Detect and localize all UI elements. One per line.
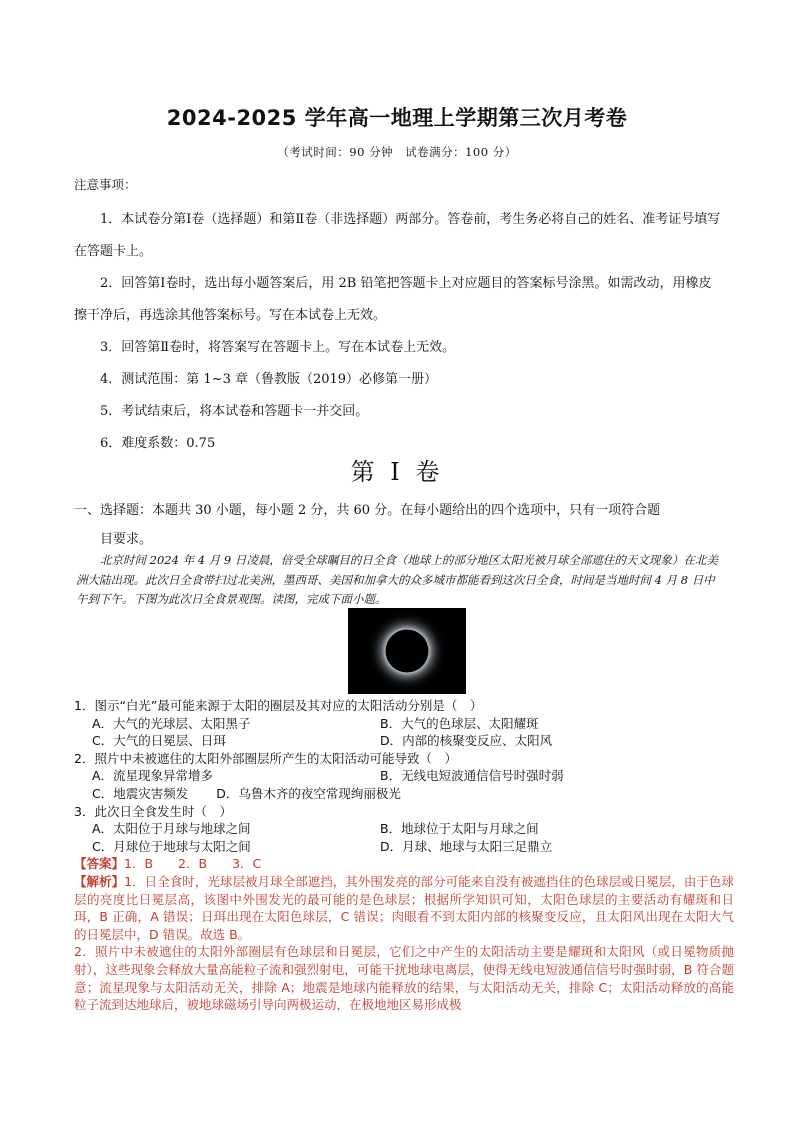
reading-passage: 北京时间 2024 年 4 月 9 日凌晨，倍受全球瞩目的日全食（地球上的部分地区太阳光被月球全部遮住的天文现象）在北美洲大陆出现。此次日全食带扫过北美洲，墨西哥、美国和加拿大的众多城市都能看到这次日全食，时间是当地时间 4 月 8 日中午到下午。下图为此次日全食景观图。读图，完成下面小题。 [76, 553, 718, 606]
answer-label: 【答案】 [74, 856, 125, 872]
choice-section-heading [74, 496, 726, 554]
note-item: 1．本试卷分第Ⅰ卷（选择题）和第Ⅱ卷（非选择题）两部分。答卷前，考生务必将自己的姓名、准考证号填写在答题卡上。 [74, 212, 721, 259]
question-2 [74, 750, 734, 803]
analysis-text: 1．日全食时，光球层被月球全部遮挡，其外围发亮的部分可能来自没有被遮挡住的色球层或日冕层，由于色球层的亮度比日冕层高，该图中外围发光的最可能的是色球层；根据所学知识可知，太阳色球层的主要活动有耀斑和日珥，B 正确，A 错误；日珥出现在太阳色球层，C 错误；肉眼看不到太阳内部的核聚变反应，且太阳风出现在太阳大气的日冕层中，D 错误。故选 B。 [74, 873, 734, 942]
exam-subtitle: （考试时间：90 分钟 试卷满分：100 分） [277, 145, 517, 159]
analysis-paragraph [74, 873, 734, 943]
option-d: D．内部的核聚变反应、太阳风 [380, 733, 553, 749]
question-1 [74, 697, 734, 750]
option-a: A．太阳位于月球与地球之间 [92, 821, 251, 837]
option-row [74, 732, 734, 750]
question-stem: 3．此次日全食发生时（ ） [74, 803, 232, 819]
question-group [74, 697, 734, 1014]
option-d: D．月球、地球与太阳三足鼎立 [380, 838, 553, 854]
option-c: C．地震灾害频发 [92, 785, 189, 801]
solar-eclipse-photo [348, 608, 466, 694]
question-3 [74, 803, 734, 856]
option-b: B．无线电短波通信信号时强时弱 [380, 768, 564, 784]
option-a: A．大气的光球层、太阳黑子 [92, 715, 251, 731]
exam-title: 2024-2025 学年高一地理上学期第三次月考卷 [166, 106, 628, 130]
question-stem: 2．照片中未被遮住的太阳外部圈层所产生的太阳活动可能导致（ ） [74, 750, 457, 766]
analysis-paragraph: 2．照片中未被遮住的太阳外部圈层有色球层和日冕层，它们之中产生的太阳活动主要是耀斑和太阳风（或日冕物质抛射），这些现象会释放大量高能粒子流和强烈射电，可能干扰地球电离层，使得无线电短波通信信号时强时弱，B 符合题意；流星现象与太阳活动无关，排除 A；地震是地球内能释放的结果，与太阳活动无关，排除 C；太阳活动释放的高能粒子流到达地球后，被地球磁场引导向两极运动，在极地地区易形成极 [74, 944, 734, 1013]
option-row [74, 820, 734, 838]
option-b: B．大气的色球层、太阳耀斑 [380, 715, 539, 731]
eclipse-image [348, 608, 466, 694]
note-item: 3．回答第Ⅱ卷时，将答案写在答题卡上。写在本试卷上无效。 [100, 340, 456, 355]
option-c: C．月球位于地球与太阳之间 [92, 838, 251, 854]
option-d: D．乌鲁木齐的夜空常现绚丽极光 [216, 785, 401, 801]
question-stem: 1．图示“白光”最可能来源于太阳的圈层及其对应的太阳活动分别是（ ） [74, 698, 483, 713]
note-item: 4．测试范围：第 1~3 章（鲁教版（2019）必修第一册） [100, 372, 438, 387]
analysis-label: 【解析】 [74, 873, 125, 889]
analysis-block [74, 873, 734, 1014]
option-c: C．大气的日冕层、日珥 [92, 733, 226, 749]
option-b: B．地球位于太阳与月球之间 [380, 821, 539, 837]
option-row [74, 767, 734, 785]
note-item: 6．难度系数：0.75 [100, 436, 216, 451]
option-a: A．流星现象异常增多 [92, 768, 214, 784]
section-title: 第 I 卷 [350, 458, 444, 486]
notes-list [74, 204, 722, 460]
note-item: 5．考试结束后，将本试卷和答题卡一并交回。 [100, 404, 369, 419]
option-row [74, 838, 734, 856]
option-row [74, 715, 734, 733]
notes-heading: 注意事项： [74, 177, 137, 192]
answer-line [74, 855, 734, 873]
note-item: 2．回答第Ⅰ卷时，选出每小题答案后，用 2B 铅笔把答题卡上对应题目的答案标号涂黑。如需改动，用橡皮擦干净后，再选涂其他答案标号。写在本试卷上无效。 [74, 276, 712, 323]
choice-heading-continuation: 目要求。 [100, 532, 153, 547]
option-row [74, 785, 734, 803]
choice-heading-line: 一、选择题：本题共 30 小题，每小题 2 分，共 60 分。在每小题给出的四个选项中，只有一项符合题 [74, 503, 661, 518]
answer-text: 1．B 2．B 3．C [124, 856, 262, 872]
